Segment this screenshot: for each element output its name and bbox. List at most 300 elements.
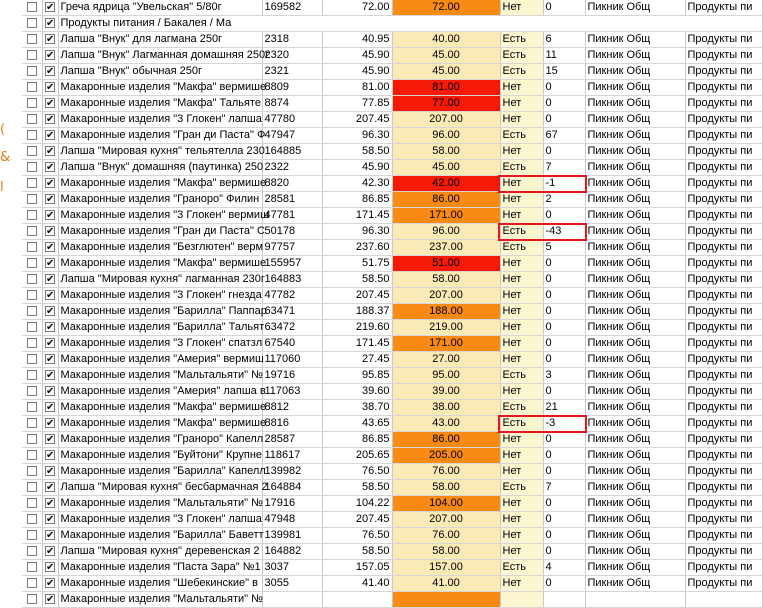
- stock-qty: -1: [543, 176, 585, 192]
- table-row[interactable]: [22, 48, 762, 64]
- row-enabled-checkbox[interactable]: [45, 546, 55, 556]
- retail-price: 86.00: [392, 432, 500, 448]
- row-enabled-cell[interactable]: [42, 64, 58, 80]
- row-enabled-cell[interactable]: [42, 480, 58, 496]
- table-row[interactable]: [22, 96, 762, 112]
- availability: Нет: [500, 288, 543, 304]
- row-select-cell[interactable]: [22, 592, 42, 608]
- row-enabled-cell[interactable]: [42, 496, 58, 512]
- product-code: 164882: [262, 544, 322, 560]
- base-price: 77.85: [322, 96, 392, 112]
- table-row[interactable]: [22, 496, 762, 512]
- row-select-cell[interactable]: [22, 560, 42, 576]
- base-price: 219.60: [322, 320, 392, 336]
- row-select-checkbox[interactable]: [27, 546, 37, 556]
- row-enabled-cell[interactable]: [42, 368, 58, 384]
- product-name: Макаронные изделия "Шебекинские" в: [58, 576, 262, 592]
- table-row[interactable]: [22, 128, 762, 144]
- supplier: Пикник Общ: [585, 160, 685, 176]
- table-row[interactable]: [22, 256, 762, 272]
- retail-price: 188.00: [392, 304, 500, 320]
- table-row[interactable]: [22, 368, 762, 384]
- base-price: 86.85: [322, 192, 392, 208]
- table-row[interactable]: [22, 576, 762, 592]
- row-select-checkbox[interactable]: [27, 194, 37, 204]
- category: Продукты пи: [685, 400, 762, 416]
- table-row[interactable]: [22, 160, 762, 176]
- stock-qty: -43: [543, 224, 585, 240]
- retail-price: 237.00: [392, 240, 500, 256]
- supplier: Пикник Общ: [585, 512, 685, 528]
- row-select-cell[interactable]: [22, 496, 42, 512]
- base-price: 27.45: [322, 352, 392, 368]
- availability: Нет: [500, 496, 543, 512]
- row-select-checkbox[interactable]: [27, 306, 37, 316]
- row-enabled-checkbox[interactable]: [45, 274, 55, 284]
- row-select-cell[interactable]: [22, 128, 42, 144]
- row-select-cell[interactable]: [22, 416, 42, 432]
- table-row[interactable]: [22, 592, 762, 608]
- table-row[interactable]: [22, 288, 762, 304]
- row-select-cell[interactable]: [22, 176, 42, 192]
- row-select-cell[interactable]: [22, 576, 42, 592]
- row-select-checkbox[interactable]: [27, 114, 37, 124]
- row-select-checkbox[interactable]: [27, 50, 37, 60]
- availability: Нет: [500, 256, 543, 272]
- row-select-checkbox[interactable]: [27, 514, 37, 524]
- row-select-checkbox[interactable]: [27, 386, 37, 396]
- table-row[interactable]: [22, 336, 762, 352]
- base-price: 171.45: [322, 336, 392, 352]
- retail-price: 27.00: [392, 352, 500, 368]
- row-enabled-checkbox[interactable]: [45, 594, 55, 604]
- row-select-cell[interactable]: [22, 272, 42, 288]
- row-select-checkbox[interactable]: [27, 338, 37, 348]
- row-select-checkbox[interactable]: [27, 290, 37, 300]
- row-enabled-checkbox[interactable]: [45, 434, 55, 444]
- row-select-cell[interactable]: [22, 224, 42, 240]
- row-select-checkbox[interactable]: [27, 578, 37, 588]
- supplier: Пикник Общ: [585, 112, 685, 128]
- row-enabled-cell[interactable]: [42, 416, 58, 432]
- row-enabled-checkbox[interactable]: [45, 50, 55, 60]
- product-name: Макаронные изделия "Гран ди Паста" Ф: [58, 128, 262, 144]
- row-enabled-checkbox[interactable]: [45, 2, 55, 12]
- category: Продукты пи: [685, 192, 762, 208]
- table-row[interactable]: [22, 384, 762, 400]
- row-select-checkbox[interactable]: [27, 562, 37, 572]
- availability: Нет: [500, 112, 543, 128]
- category: Продукты пи: [685, 48, 762, 64]
- row-select-checkbox[interactable]: [27, 354, 37, 364]
- row-select-cell[interactable]: [22, 464, 42, 480]
- row-enabled-checkbox[interactable]: [45, 322, 55, 332]
- row-enabled-checkbox[interactable]: [45, 114, 55, 124]
- table-row[interactable]: [22, 240, 762, 256]
- row-enabled-cell[interactable]: [42, 256, 58, 272]
- row-select-cell[interactable]: [22, 528, 42, 544]
- row-enabled-cell[interactable]: [42, 288, 58, 304]
- row-select-cell[interactable]: [22, 80, 42, 96]
- row-enabled-checkbox[interactable]: [45, 226, 55, 236]
- row-select-cell[interactable]: [22, 336, 42, 352]
- row-enabled-cell[interactable]: [42, 96, 58, 112]
- row-select-checkbox[interactable]: [27, 482, 37, 492]
- base-price: 45.90: [322, 160, 392, 176]
- table-row[interactable]: [22, 320, 762, 336]
- table-row[interactable]: [22, 112, 762, 128]
- row-enabled-cell[interactable]: [42, 320, 58, 336]
- row-enabled-checkbox[interactable]: [45, 66, 55, 76]
- row-enabled-checkbox[interactable]: [45, 530, 55, 540]
- stock-qty: -3: [543, 416, 585, 432]
- group-row[interactable]: [22, 16, 762, 32]
- row-select-cell[interactable]: [22, 368, 42, 384]
- retail-price: 207.00: [392, 112, 500, 128]
- supplier: Пикник Общ: [585, 304, 685, 320]
- product-name: Макаронные изделия "3 Глокен" лапша: [58, 512, 262, 528]
- category: Продукты пи: [685, 0, 762, 16]
- row-enabled-checkbox[interactable]: [45, 130, 55, 140]
- category: Продукты пи: [685, 208, 762, 224]
- row-select-cell[interactable]: [22, 48, 42, 64]
- row-select-cell[interactable]: [22, 256, 42, 272]
- row-enabled-checkbox[interactable]: [45, 402, 55, 412]
- category: Продукты пи: [685, 528, 762, 544]
- availability: Нет: [500, 512, 543, 528]
- retail-price: 58.00: [392, 544, 500, 560]
- stock-qty: 0: [543, 576, 585, 592]
- row-select-cell[interactable]: [22, 304, 42, 320]
- stock-qty: 0: [543, 336, 585, 352]
- stock-qty: 6: [543, 32, 585, 48]
- row-enabled-checkbox[interactable]: [45, 146, 55, 156]
- category: Продукты пи: [685, 176, 762, 192]
- row-select-checkbox[interactable]: [27, 82, 37, 92]
- product-name: Макаронные изделия "Макфа" вермише: [58, 416, 262, 432]
- row-enabled-checkbox[interactable]: [45, 82, 55, 92]
- row-enabled-cell[interactable]: [42, 400, 58, 416]
- row-enabled-checkbox[interactable]: [45, 370, 55, 380]
- row-select-cell[interactable]: [22, 400, 42, 416]
- row-enabled-cell[interactable]: [42, 224, 58, 240]
- category: Продукты пи: [685, 336, 762, 352]
- row-enabled-cell[interactable]: [42, 16, 58, 32]
- row-enabled-checkbox[interactable]: [45, 34, 55, 44]
- row-enabled-checkbox[interactable]: [45, 210, 55, 220]
- category: Продукты пи: [685, 240, 762, 256]
- availability: Есть: [500, 368, 543, 384]
- row-enabled-cell[interactable]: [42, 352, 58, 368]
- row-enabled-checkbox[interactable]: [45, 562, 55, 572]
- row-enabled-checkbox[interactable]: [45, 498, 55, 508]
- base-price: 188.37: [322, 304, 392, 320]
- row-select-checkbox[interactable]: [27, 322, 37, 332]
- table-row[interactable]: [22, 528, 762, 544]
- row-select-checkbox[interactable]: [27, 530, 37, 540]
- row-enabled-cell[interactable]: [42, 528, 58, 544]
- row-select-cell[interactable]: [22, 352, 42, 368]
- product-code: 8812: [262, 400, 322, 416]
- retail-price: 96.00: [392, 224, 500, 240]
- supplier: Пикник Общ: [585, 192, 685, 208]
- product-name: Лапша "Внук" обычная 250г: [58, 64, 262, 80]
- row-select-checkbox[interactable]: [27, 434, 37, 444]
- row-enabled-cell[interactable]: [42, 592, 58, 608]
- row-select-cell[interactable]: [22, 480, 42, 496]
- row-enabled-cell[interactable]: [42, 432, 58, 448]
- row-enabled-cell[interactable]: [42, 272, 58, 288]
- row-enabled-checkbox[interactable]: [45, 482, 55, 492]
- table-row[interactable]: [22, 464, 762, 480]
- stock-qty: 7: [543, 160, 585, 176]
- table-row[interactable]: [22, 80, 762, 96]
- base-price: 96.30: [322, 224, 392, 240]
- table-row[interactable]: [22, 544, 762, 560]
- row-select-checkbox[interactable]: [27, 594, 37, 604]
- row-enabled-cell[interactable]: [42, 560, 58, 576]
- availability: Есть: [500, 160, 543, 176]
- product-code: 155957: [262, 256, 322, 272]
- retail-price: 45.00: [392, 64, 500, 80]
- table-row[interactable]: [22, 144, 762, 160]
- row-select-checkbox[interactable]: [27, 242, 37, 252]
- row-enabled-cell[interactable]: [42, 208, 58, 224]
- row-enabled-checkbox[interactable]: [45, 242, 55, 252]
- table-row[interactable]: [22, 64, 762, 80]
- row-enabled-checkbox[interactable]: [45, 98, 55, 108]
- row-select-checkbox[interactable]: [27, 466, 37, 476]
- row-select-cell[interactable]: [22, 208, 42, 224]
- row-select-cell[interactable]: [22, 448, 42, 464]
- row-enabled-checkbox[interactable]: [45, 258, 55, 268]
- row-enabled-cell[interactable]: [42, 192, 58, 208]
- availability: Нет: [500, 144, 543, 160]
- row-enabled-cell[interactable]: [42, 80, 58, 96]
- table-row[interactable]: [22, 176, 762, 192]
- stock-qty: 5: [543, 240, 585, 256]
- retail-price: 219.00: [392, 320, 500, 336]
- table-row[interactable]: [22, 272, 762, 288]
- row-enabled-cell[interactable]: [42, 576, 58, 592]
- row-enabled-checkbox[interactable]: [45, 162, 55, 172]
- row-select-cell[interactable]: [22, 64, 42, 80]
- base-price: 51.75: [322, 256, 392, 272]
- row-select-checkbox[interactable]: [27, 370, 37, 380]
- category: Продукты пи: [685, 368, 762, 384]
- table-row[interactable]: [22, 224, 762, 240]
- row-select-cell[interactable]: [22, 320, 42, 336]
- row-enabled-checkbox[interactable]: [45, 578, 55, 588]
- retail-price: 205.00: [392, 448, 500, 464]
- category: Продукты пи: [685, 304, 762, 320]
- base-price: 237.60: [322, 240, 392, 256]
- row-enabled-checkbox[interactable]: [45, 466, 55, 476]
- row-enabled-cell[interactable]: [42, 336, 58, 352]
- base-price: 58.50: [322, 480, 392, 496]
- row-select-cell[interactable]: [22, 512, 42, 528]
- row-select-checkbox[interactable]: [27, 162, 37, 172]
- row-enabled-cell[interactable]: [42, 160, 58, 176]
- row-select-cell[interactable]: [22, 96, 42, 112]
- row-enabled-cell[interactable]: [42, 464, 58, 480]
- highlight-box: [498, 415, 587, 433]
- base-price: 95.85: [322, 368, 392, 384]
- product-code: 8809: [262, 80, 322, 96]
- row-enabled-checkbox[interactable]: [45, 306, 55, 316]
- row-select-cell[interactable]: [22, 192, 42, 208]
- product-name: Макаронные изделия "Мальтальяти" №: [58, 592, 262, 608]
- row-enabled-checkbox[interactable]: [45, 386, 55, 396]
- row-select-checkbox[interactable]: [27, 130, 37, 140]
- row-select-cell[interactable]: [22, 288, 42, 304]
- row-enabled-cell[interactable]: [42, 544, 58, 560]
- product-name: Макаронные изделия "3 Глокен" лапша: [58, 112, 262, 128]
- product-name: Макаронные изделия "3 Глокен" спатзл: [58, 336, 262, 352]
- retail-price: 96.00: [392, 128, 500, 144]
- table-row[interactable]: [22, 480, 762, 496]
- row-select-checkbox[interactable]: [27, 274, 37, 284]
- supplier: Пикник Общ: [585, 544, 685, 560]
- row-select-cell[interactable]: [22, 432, 42, 448]
- row-select-checkbox[interactable]: [27, 66, 37, 76]
- row-enabled-checkbox[interactable]: [45, 514, 55, 524]
- row-select-checkbox[interactable]: [27, 498, 37, 508]
- row-enabled-cell[interactable]: [42, 128, 58, 144]
- stock-qty: 4: [543, 560, 585, 576]
- table-row[interactable]: [22, 416, 762, 432]
- stock-qty: 0: [543, 448, 585, 464]
- stock-qty: 0: [543, 528, 585, 544]
- row-select-checkbox[interactable]: [27, 450, 37, 460]
- row-select-checkbox[interactable]: [27, 418, 37, 428]
- row-select-cell[interactable]: [22, 384, 42, 400]
- base-price: 45.90: [322, 48, 392, 64]
- table-row[interactable]: [22, 304, 762, 320]
- base-price: 81.00: [322, 80, 392, 96]
- product-name: Лапша "Внук" домашняя (паутинка) 250: [58, 160, 262, 176]
- row-select-checkbox[interactable]: [27, 146, 37, 156]
- row-enabled-cell[interactable]: [42, 176, 58, 192]
- row-select-cell[interactable]: [22, 144, 42, 160]
- table-row[interactable]: [22, 192, 762, 208]
- table-row[interactable]: [22, 352, 762, 368]
- table-row[interactable]: [22, 32, 762, 48]
- category: Продукты пи: [685, 352, 762, 368]
- row-enabled-cell[interactable]: [42, 384, 58, 400]
- supplier: Пикник Общ: [585, 448, 685, 464]
- availability: [500, 592, 543, 608]
- row-enabled-cell[interactable]: [42, 112, 58, 128]
- row-enabled-checkbox[interactable]: [45, 354, 55, 364]
- row-enabled-cell[interactable]: [42, 0, 58, 16]
- product-code: 47782: [262, 288, 322, 304]
- product-name: Макаронные изделия "3 Глокен" вермиш: [58, 208, 262, 224]
- table-row[interactable]: [22, 512, 762, 528]
- table-row[interactable]: [22, 0, 762, 16]
- row-enabled-cell[interactable]: [42, 512, 58, 528]
- row-enabled-cell[interactable]: [42, 448, 58, 464]
- retail-price: 41.00: [392, 576, 500, 592]
- availability: Нет: [500, 272, 543, 288]
- stock-qty: 0: [543, 272, 585, 288]
- row-select-cell[interactable]: [22, 16, 42, 32]
- stock-qty: 0: [543, 208, 585, 224]
- row-select-cell[interactable]: [22, 240, 42, 256]
- row-enabled-checkbox[interactable]: [45, 338, 55, 348]
- stock-qty: 0: [543, 544, 585, 560]
- category: Продукты пи: [685, 512, 762, 528]
- row-select-checkbox[interactable]: [27, 226, 37, 236]
- table-row[interactable]: [22, 448, 762, 464]
- row-enabled-cell[interactable]: [42, 304, 58, 320]
- table-row[interactable]: [22, 432, 762, 448]
- row-enabled-checkbox[interactable]: [45, 418, 55, 428]
- product-name: Лапша "Мировая кухня" лагманная 230г: [58, 272, 262, 288]
- row-select-cell[interactable]: [22, 32, 42, 48]
- product-name: Макаронные изделия "Мальтальяти" №: [58, 368, 262, 384]
- row-enabled-cell[interactable]: [42, 48, 58, 64]
- row-select-cell[interactable]: [22, 0, 42, 16]
- row-enabled-checkbox[interactable]: [45, 178, 55, 188]
- availability: Есть: [500, 240, 543, 256]
- row-enabled-checkbox[interactable]: [45, 290, 55, 300]
- category: Продукты пи: [685, 320, 762, 336]
- row-select-checkbox[interactable]: [27, 2, 37, 12]
- category: Продукты пи: [685, 224, 762, 240]
- category: Продукты пи: [685, 496, 762, 512]
- row-select-checkbox[interactable]: [27, 34, 37, 44]
- table-row[interactable]: [22, 208, 762, 224]
- supplier: Пикник Общ: [585, 272, 685, 288]
- base-price: 45.90: [322, 64, 392, 80]
- category: [685, 592, 762, 608]
- stock-qty: 7: [543, 480, 585, 496]
- availability: Есть: [500, 416, 543, 432]
- supplier: Пикник Общ: [585, 576, 685, 592]
- row-select-checkbox[interactable]: [27, 210, 37, 220]
- stock-qty: 0: [543, 496, 585, 512]
- row-enabled-cell[interactable]: [42, 240, 58, 256]
- left-edge-strip: [0, 0, 22, 600]
- retail-price: 77.00: [392, 96, 500, 112]
- availability: Есть: [500, 560, 543, 576]
- row-select-checkbox[interactable]: [27, 258, 37, 268]
- category: Продукты пи: [685, 96, 762, 112]
- row-select-checkbox[interactable]: [27, 98, 37, 108]
- row-select-checkbox[interactable]: [27, 178, 37, 188]
- row-enabled-checkbox[interactable]: [45, 194, 55, 204]
- row-enabled-checkbox[interactable]: [45, 18, 55, 28]
- row-enabled-cell[interactable]: [42, 32, 58, 48]
- base-price: 96.30: [322, 128, 392, 144]
- row-select-cell[interactable]: [22, 544, 42, 560]
- row-select-checkbox[interactable]: [27, 18, 37, 28]
- row-select-cell[interactable]: [22, 112, 42, 128]
- stock-qty: 0: [543, 384, 585, 400]
- table-row[interactable]: [22, 560, 762, 576]
- product-code: 2320: [262, 48, 322, 64]
- row-enabled-checkbox[interactable]: [45, 450, 55, 460]
- product-code: 2318: [262, 32, 322, 48]
- row-enabled-cell[interactable]: [42, 144, 58, 160]
- row-select-checkbox[interactable]: [27, 402, 37, 412]
- product-code: 117063: [262, 384, 322, 400]
- product-name: Лапша "Мировая кухня" деревенская 2: [58, 544, 262, 560]
- product-code: 28581: [262, 192, 322, 208]
- table-row[interactable]: [22, 400, 762, 416]
- row-select-cell[interactable]: [22, 160, 42, 176]
